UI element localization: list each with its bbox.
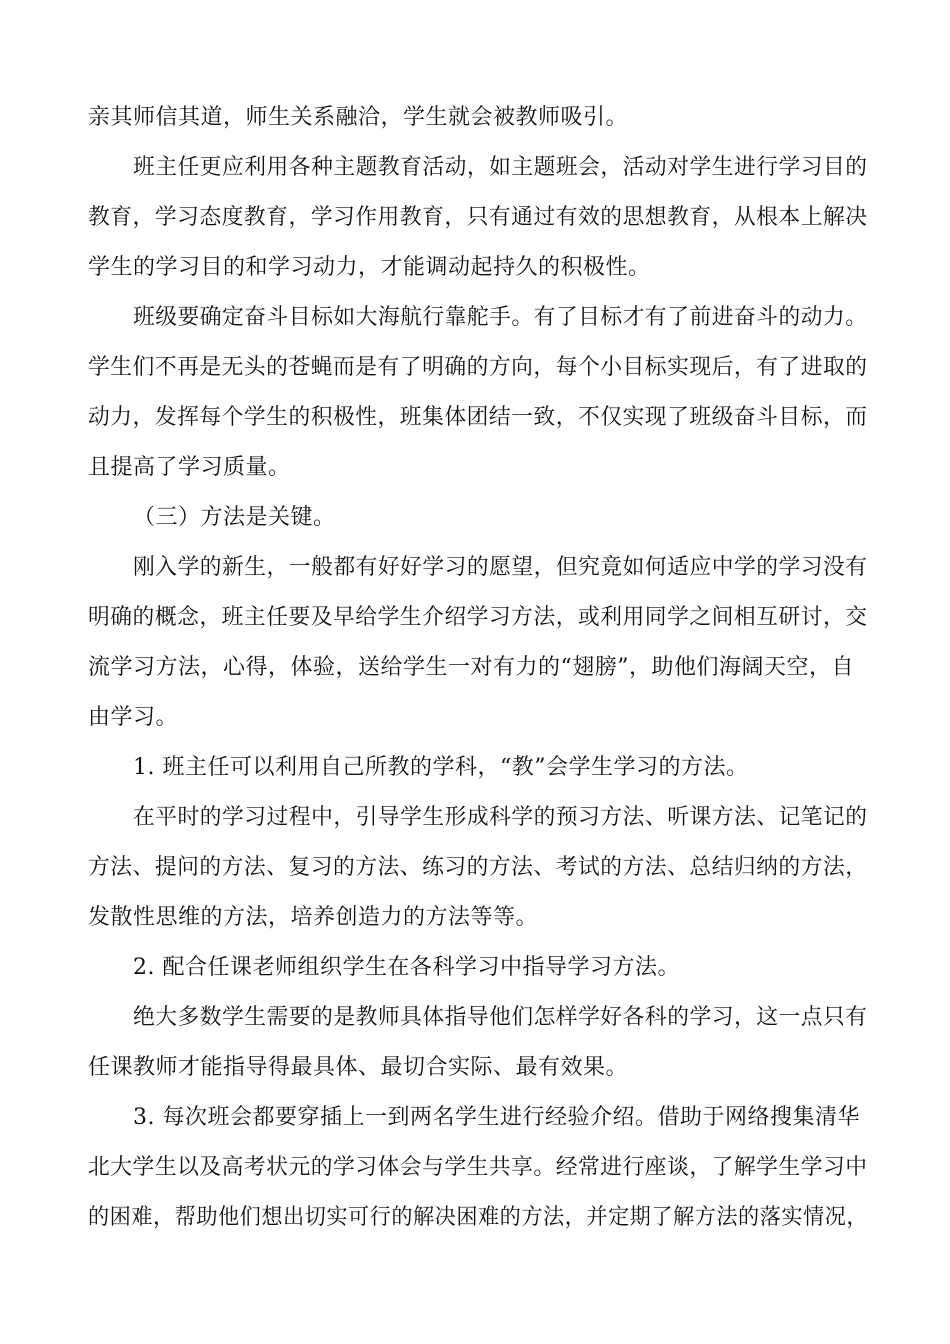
text-line: 流学习方法，心得，体验，送给学生一对有力的“翅膀”，助他们海阔天空，自 [88,655,854,680]
text-line: 北大学生以及高考状元的学习体会与学生共享。经常进行座谈，了解学生学习中 [88,1155,868,1180]
text-line: 刚入学的新生，一般都有好好学习的愿望，但究竟如何适应中学的学习没有 [133,555,868,580]
text-line: 绝大多数学生需要的是教师具体指导他们怎样学好各科的学习，这一点只有 [133,1005,868,1030]
text-line: 由学习。 [88,705,179,730]
text-line: 方法、提问的方法、复习的方法、练习的方法、考试的方法、总结归纳的方法， [88,855,868,880]
text-line: 在平时的学习过程中，引导学生形成科学的预习方法、听课方法、记笔记的 [133,805,868,830]
text-line: 发散性思维的方法，培养创造力的方法等等。 [88,905,539,930]
text-line: 的困难，帮助他们想出切实可行的解决困难的方法，并定期了解方法的落实情况， [88,1205,869,1230]
text-line: 动力，发挥每个学生的积极性，班集体团结一致，不仅实现了班级奋斗目标，而 [88,405,868,430]
text-line: 班主任更应利用各种主题教育活动，如主题班会，活动对学生进行学习目的 [133,155,868,180]
text-line: 且提高了学习质量。 [88,455,291,480]
text-line: 任课教师才能指导得最具体、最切合实际、最有效果。 [88,1055,629,1080]
text-line: 亲其师信其道，师生关系融洽，学生就会被教师吸引。 [88,105,629,130]
text-line: 教育，学习态度教育，学习作用教育，只有通过有效的思想教育，从根本上解决 [88,205,868,230]
text-line: 明确的概念，班主任要及早给学生介绍学习方法，或利用同学之间相互研讨，交 [88,605,868,630]
section-heading: （三）方法是关键。 [133,505,336,530]
text-line: 学生的学习目的和学习动力，才能调动起持久的积极性。 [88,255,651,280]
text-line: 班级要确定奋斗目标如大海航行靠舵手。有了目标才有了前进奋斗的动力。 [133,305,868,330]
list-item-heading: 1. 班主任可以利用自己所教的学科，“教”会学生学习的方法。 [133,755,749,780]
text-line: 学生们不再是无头的苍蝇而是有了明确的方向，每个小目标实现后，有了进取的 [88,355,868,380]
list-item-heading: 2. 配合任课老师组织学生在各科学习中指导学习方法。 [133,955,680,980]
list-item-heading: 3. 每次班会都要穿插上一到两名学生进行经验介绍。借助于网络搜集清华 [133,1105,860,1130]
